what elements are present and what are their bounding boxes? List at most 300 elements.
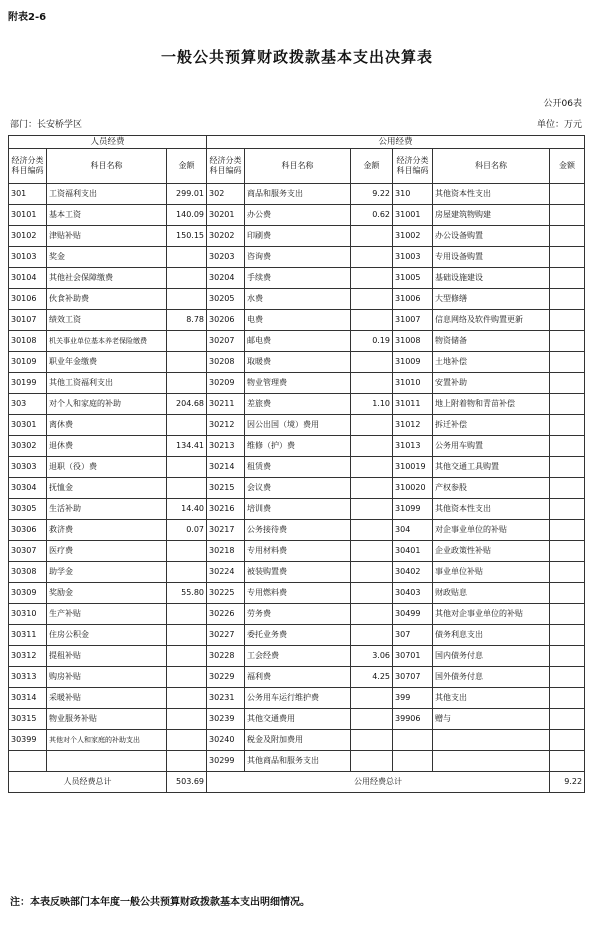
cell-code: 30299 (207, 751, 245, 772)
cell-amount (167, 331, 207, 352)
cell-amount: 3.06 (351, 646, 393, 667)
cell-name: 差旅费 (245, 394, 351, 415)
cell-name: 专用设备购置 (433, 247, 550, 268)
public-total-label: 公用经费总计 (207, 772, 550, 793)
cell-amount (351, 415, 393, 436)
table-row (9, 604, 585, 625)
cell-name: 奖金 (47, 247, 167, 268)
cell-code: 30231 (207, 688, 245, 709)
cell-code: 30301 (9, 415, 47, 436)
cell-name: 退职（役）费 (47, 457, 167, 478)
table-row (9, 751, 585, 772)
cell-name (433, 751, 550, 772)
col-amount-header: 金额 (550, 149, 585, 184)
table-row (9, 709, 585, 730)
cell-code: 30104 (9, 268, 47, 289)
cell-name: 其他支出 (433, 688, 550, 709)
cell-name: 其他商品和服务支出 (245, 751, 351, 772)
cell-code: 310020 (393, 478, 433, 499)
cell-amount: 8.78 (167, 310, 207, 331)
table-row (9, 688, 585, 709)
section-public: 公用经费 (207, 136, 585, 149)
cell-code (393, 751, 433, 772)
cell-code: 31005 (393, 268, 433, 289)
cell-code: 30107 (9, 310, 47, 331)
table-row (9, 520, 585, 541)
table-row (9, 541, 585, 562)
cell-code: 30399 (9, 730, 47, 751)
cell-code: 30239 (207, 709, 245, 730)
cell-code: 30304 (9, 478, 47, 499)
cell-amount: 134.41 (167, 436, 207, 457)
cell-code: 30701 (393, 646, 433, 667)
cell-name: 绩效工资 (47, 310, 167, 331)
cell-amount (550, 730, 585, 751)
cell-name: 工会经费 (245, 646, 351, 667)
cell-amount (550, 457, 585, 478)
cell-name: 离休费 (47, 415, 167, 436)
cell-name: 被装购置费 (245, 562, 351, 583)
cell-name: 生活补助 (47, 499, 167, 520)
table-row (9, 247, 585, 268)
cell-name: 赠与 (433, 709, 550, 730)
cell-amount (167, 562, 207, 583)
cell-name: 采暖补贴 (47, 688, 167, 709)
unit-label: 单位：万元 (536, 120, 582, 130)
cell-amount (351, 751, 393, 772)
cell-name: 产权参股 (433, 478, 550, 499)
cell-code: 30102 (9, 226, 47, 247)
cell-amount (550, 499, 585, 520)
cell-name: 其他交通工具购置 (433, 457, 550, 478)
cell-amount: 9.22 (351, 184, 393, 205)
cell-code: 30216 (207, 499, 245, 520)
cell-name: 企业政策性补贴 (433, 541, 550, 562)
cell-name: 公务用车购置 (433, 436, 550, 457)
cell-code: 30204 (207, 268, 245, 289)
cell-amount: 0.19 (351, 331, 393, 352)
cell-name: 地上附着物和青苗补偿 (433, 394, 550, 415)
table-row (9, 226, 585, 247)
cell-amount (167, 352, 207, 373)
cell-name: 专用材料费 (245, 541, 351, 562)
cell-amount (167, 625, 207, 646)
cell-code: 31013 (393, 436, 433, 457)
section-personnel: 人员经费 (9, 136, 207, 149)
cell-name: 办公费 (245, 205, 351, 226)
cell-amount (550, 373, 585, 394)
cell-amount (351, 226, 393, 247)
cell-code: 30225 (207, 583, 245, 604)
cell-name: 拆迁补偿 (433, 415, 550, 436)
cell-code: 30199 (9, 373, 47, 394)
cell-amount (167, 688, 207, 709)
col-name-header: 科目名称 (47, 149, 167, 184)
col-amount-header: 金额 (167, 149, 207, 184)
cell-name: 助学金 (47, 562, 167, 583)
cell-code: 30103 (9, 247, 47, 268)
cell-code: 30207 (207, 331, 245, 352)
cell-code: 31007 (393, 310, 433, 331)
table-row (9, 310, 585, 331)
cell-name: 工资福利支出 (47, 184, 167, 205)
cell-code: 30707 (393, 667, 433, 688)
col-code-header: 经济分类科目编码 (207, 149, 245, 184)
cell-code: 30499 (393, 604, 433, 625)
cell-amount (167, 646, 207, 667)
cell-code: 30215 (207, 478, 245, 499)
cell-code: 30224 (207, 562, 245, 583)
cell-name: 咨询费 (245, 247, 351, 268)
table-row (9, 205, 585, 226)
cell-amount (351, 457, 393, 478)
cell-name: 其他资本性支出 (433, 184, 550, 205)
cell-amount (550, 604, 585, 625)
cell-code: 30213 (207, 436, 245, 457)
cell-name: 国外债务付息 (433, 667, 550, 688)
cell-amount (550, 646, 585, 667)
cell-name: 税金及附加费用 (245, 730, 351, 751)
cell-code: 30218 (207, 541, 245, 562)
cell-name: 委托业务费 (245, 625, 351, 646)
cell-amount (167, 415, 207, 436)
cell-amount: 0.62 (351, 205, 393, 226)
cell-name: 手续费 (245, 268, 351, 289)
cell-name: 物业服务补贴 (47, 709, 167, 730)
cell-name: 安置补助 (433, 373, 550, 394)
cell-amount (351, 604, 393, 625)
cell-code: 30214 (207, 457, 245, 478)
total-row (9, 772, 585, 793)
cell-amount (550, 268, 585, 289)
cell-code: 30402 (393, 562, 433, 583)
cell-amount (550, 415, 585, 436)
cell-amount (351, 541, 393, 562)
cell-code (9, 751, 47, 772)
cell-name: 信息网络及软件购置更新 (433, 310, 550, 331)
cell-amount: 4.25 (351, 667, 393, 688)
cell-code: 30209 (207, 373, 245, 394)
cell-name: 购房补贴 (47, 667, 167, 688)
cell-code: 31011 (393, 394, 433, 415)
cell-code: 30203 (207, 247, 245, 268)
col-name-header: 科目名称 (245, 149, 351, 184)
cell-name (433, 730, 550, 751)
cell-amount (167, 268, 207, 289)
expenditure-table (8, 135, 585, 793)
cell-name: 印刷费 (245, 226, 351, 247)
cell-name: 基本工资 (47, 205, 167, 226)
cell-code: 30310 (9, 604, 47, 625)
cell-amount (351, 688, 393, 709)
cell-code: 30308 (9, 562, 47, 583)
cell-code: 303 (9, 394, 47, 415)
cell-name: 提租补贴 (47, 646, 167, 667)
cell-amount (167, 730, 207, 751)
cell-code: 301 (9, 184, 47, 205)
cell-amount (550, 247, 585, 268)
table-row (9, 331, 585, 352)
cell-amount (351, 730, 393, 751)
cell-code: 30315 (9, 709, 47, 730)
cell-name: 其他交通费用 (245, 709, 351, 730)
cell-name: 劳务费 (245, 604, 351, 625)
cell-amount (550, 394, 585, 415)
cell-code: 31002 (393, 226, 433, 247)
cell-code: 31008 (393, 331, 433, 352)
col-name-header: 科目名称 (433, 149, 550, 184)
cell-amount (550, 520, 585, 541)
cell-name: 商品和服务支出 (245, 184, 351, 205)
cell-code: 31009 (393, 352, 433, 373)
cell-name: 取暖费 (245, 352, 351, 373)
cell-name: 医疗费 (47, 541, 167, 562)
cell-name: 因公出国（境）费用 (245, 415, 351, 436)
cell-code: 31012 (393, 415, 433, 436)
cell-code: 30312 (9, 646, 47, 667)
cell-amount (550, 667, 585, 688)
cell-code: 302 (207, 184, 245, 205)
table-row (9, 184, 585, 205)
table-row (9, 436, 585, 457)
table-row (9, 667, 585, 688)
cell-amount (550, 709, 585, 730)
cell-name: 办公设备购置 (433, 226, 550, 247)
cell-amount (351, 373, 393, 394)
cell-amount: 204.68 (167, 394, 207, 415)
cell-name: 事业单位补贴 (433, 562, 550, 583)
cell-amount: 55.80 (167, 583, 207, 604)
table-row (9, 394, 585, 415)
cell-name: 生产补贴 (47, 604, 167, 625)
cell-amount: 140.09 (167, 205, 207, 226)
cell-name: 电费 (245, 310, 351, 331)
cell-code: 39906 (393, 709, 433, 730)
cell-amount (550, 352, 585, 373)
cell-code: 30240 (207, 730, 245, 751)
personnel-total-label: 人员经费总计 (9, 772, 167, 793)
cell-code: 30309 (9, 583, 47, 604)
cell-name: 邮电费 (245, 331, 351, 352)
cell-code: 310019 (393, 457, 433, 478)
cell-code: 30313 (9, 667, 47, 688)
cell-name: 其他社会保障缴费 (47, 268, 167, 289)
cell-name: 专用燃料费 (245, 583, 351, 604)
department-label: 部门：长安桥学区 (10, 120, 83, 130)
cell-code: 30307 (9, 541, 47, 562)
cell-name: 财政贴息 (433, 583, 550, 604)
cell-amount (167, 709, 207, 730)
cell-code: 30208 (207, 352, 245, 373)
cell-amount (351, 289, 393, 310)
cell-amount (167, 751, 207, 772)
cell-name: 退休费 (47, 436, 167, 457)
cell-code: 30403 (393, 583, 433, 604)
cell-code: 30303 (9, 457, 47, 478)
cell-code: 30211 (207, 394, 245, 415)
col-code-header: 经济分类科目编码 (9, 149, 47, 184)
cell-amount (351, 352, 393, 373)
col-code-header: 经济分类科目编码 (393, 149, 433, 184)
cell-amount (351, 499, 393, 520)
cell-code: 307 (393, 625, 433, 646)
cell-amount: 1.10 (351, 394, 393, 415)
cell-name: 对个人和家庭的补助 (47, 394, 167, 415)
cell-name: 机关事业单位基本养老保险缴费 (47, 331, 167, 352)
cell-amount (351, 268, 393, 289)
cell-name: 土地补偿 (433, 352, 550, 373)
cell-amount (167, 247, 207, 268)
cell-name: 维修（护）费 (245, 436, 351, 457)
table-row (9, 499, 585, 520)
cell-amount (550, 205, 585, 226)
cell-amount: 14.40 (167, 499, 207, 520)
cell-code: 31010 (393, 373, 433, 394)
cell-amount (167, 289, 207, 310)
table-row (9, 268, 585, 289)
cell-code: 30206 (207, 310, 245, 331)
cell-code: 30311 (9, 625, 47, 646)
table-row (9, 646, 585, 667)
cell-name: 公务接待费 (245, 520, 351, 541)
cell-code: 31099 (393, 499, 433, 520)
cell-name: 救济费 (47, 520, 167, 541)
table-row (9, 730, 585, 751)
cell-amount (550, 751, 585, 772)
cell-code: 30217 (207, 520, 245, 541)
cell-name: 住房公积金 (47, 625, 167, 646)
form-number: 公开06表 (543, 99, 582, 109)
cell-name: 其他工资福利支出 (47, 373, 167, 394)
table-row (9, 583, 585, 604)
cell-amount (550, 184, 585, 205)
cell-amount (167, 373, 207, 394)
cell-amount (550, 436, 585, 457)
cell-name: 其他对企事业单位的补贴 (433, 604, 550, 625)
cell-amount (351, 583, 393, 604)
table-row (9, 373, 585, 394)
table-row (9, 625, 585, 646)
cell-amount (351, 247, 393, 268)
corner-label: 附表2-6 (8, 12, 47, 23)
cell-name: 物业管理费 (245, 373, 351, 394)
column-header-row (9, 149, 585, 184)
cell-code: 30229 (207, 667, 245, 688)
cell-code: 31003 (393, 247, 433, 268)
footnote: 注：本表反映部门本年度一般公共预算财政拨款基本支出明细情况。 (10, 897, 310, 908)
cell-amount (167, 667, 207, 688)
cell-code: 304 (393, 520, 433, 541)
cell-name: 基础设施建设 (433, 268, 550, 289)
cell-code: 30302 (9, 436, 47, 457)
cell-name: 会议费 (245, 478, 351, 499)
cell-amount (351, 520, 393, 541)
cell-code: 30212 (207, 415, 245, 436)
cell-name: 水费 (245, 289, 351, 310)
cell-amount (550, 688, 585, 709)
cell-amount (550, 331, 585, 352)
cell-name: 职业年金缴费 (47, 352, 167, 373)
cell-name: 培训费 (245, 499, 351, 520)
cell-code: 30201 (207, 205, 245, 226)
col-amount-header: 金额 (351, 149, 393, 184)
cell-code: 30401 (393, 541, 433, 562)
table-row (9, 457, 585, 478)
table-row (9, 415, 585, 436)
cell-code: 310 (393, 184, 433, 205)
public-total-value: 9.22 (550, 772, 585, 793)
cell-code: 30228 (207, 646, 245, 667)
cell-name: 租赁费 (245, 457, 351, 478)
cell-amount: 150.15 (167, 226, 207, 247)
cell-amount (167, 604, 207, 625)
cell-name: 其他资本性支出 (433, 499, 550, 520)
cell-name: 抚恤金 (47, 478, 167, 499)
cell-name: 对企事业单位的补贴 (433, 520, 550, 541)
cell-code (393, 730, 433, 751)
cell-amount (550, 478, 585, 499)
cell-amount (351, 625, 393, 646)
table-row (9, 352, 585, 373)
table-row (9, 478, 585, 499)
section-header-row (9, 136, 585, 149)
cell-amount (351, 436, 393, 457)
cell-name: 伙食补助费 (47, 289, 167, 310)
cell-name: 福利费 (245, 667, 351, 688)
table-row (9, 289, 585, 310)
cell-name: 房屋建筑物购建 (433, 205, 550, 226)
cell-amount (550, 625, 585, 646)
page-title: 一般公共预算财政拨款基本支出决算表 (160, 48, 433, 66)
cell-name: 物资储备 (433, 331, 550, 352)
cell-amount (550, 310, 585, 331)
cell-code: 30205 (207, 289, 245, 310)
cell-name (47, 751, 167, 772)
cell-code: 30314 (9, 688, 47, 709)
cell-code: 30109 (9, 352, 47, 373)
cell-name: 大型修缮 (433, 289, 550, 310)
cell-code: 30227 (207, 625, 245, 646)
cell-name: 其他对个人和家庭的补助支出 (47, 730, 167, 751)
cell-code: 30108 (9, 331, 47, 352)
cell-amount (167, 541, 207, 562)
cell-amount (550, 289, 585, 310)
cell-code: 30306 (9, 520, 47, 541)
table-row (9, 562, 585, 583)
cell-name: 国内债务付息 (433, 646, 550, 667)
cell-amount: 299.01 (167, 184, 207, 205)
cell-code: 399 (393, 688, 433, 709)
cell-code: 30106 (9, 289, 47, 310)
cell-name: 公务用车运行维护费 (245, 688, 351, 709)
cell-amount (550, 541, 585, 562)
cell-amount (550, 562, 585, 583)
cell-amount: 0.07 (167, 520, 207, 541)
cell-code: 30226 (207, 604, 245, 625)
cell-code: 31001 (393, 205, 433, 226)
personnel-total-value: 503.69 (167, 772, 207, 793)
cell-amount (167, 457, 207, 478)
cell-amount (351, 478, 393, 499)
cell-amount (550, 583, 585, 604)
cell-code: 30101 (9, 205, 47, 226)
cell-name: 津贴补贴 (47, 226, 167, 247)
cell-amount (351, 709, 393, 730)
cell-name: 奖励金 (47, 583, 167, 604)
cell-name: 债务利息支出 (433, 625, 550, 646)
cell-amount (351, 562, 393, 583)
cell-amount (351, 310, 393, 331)
